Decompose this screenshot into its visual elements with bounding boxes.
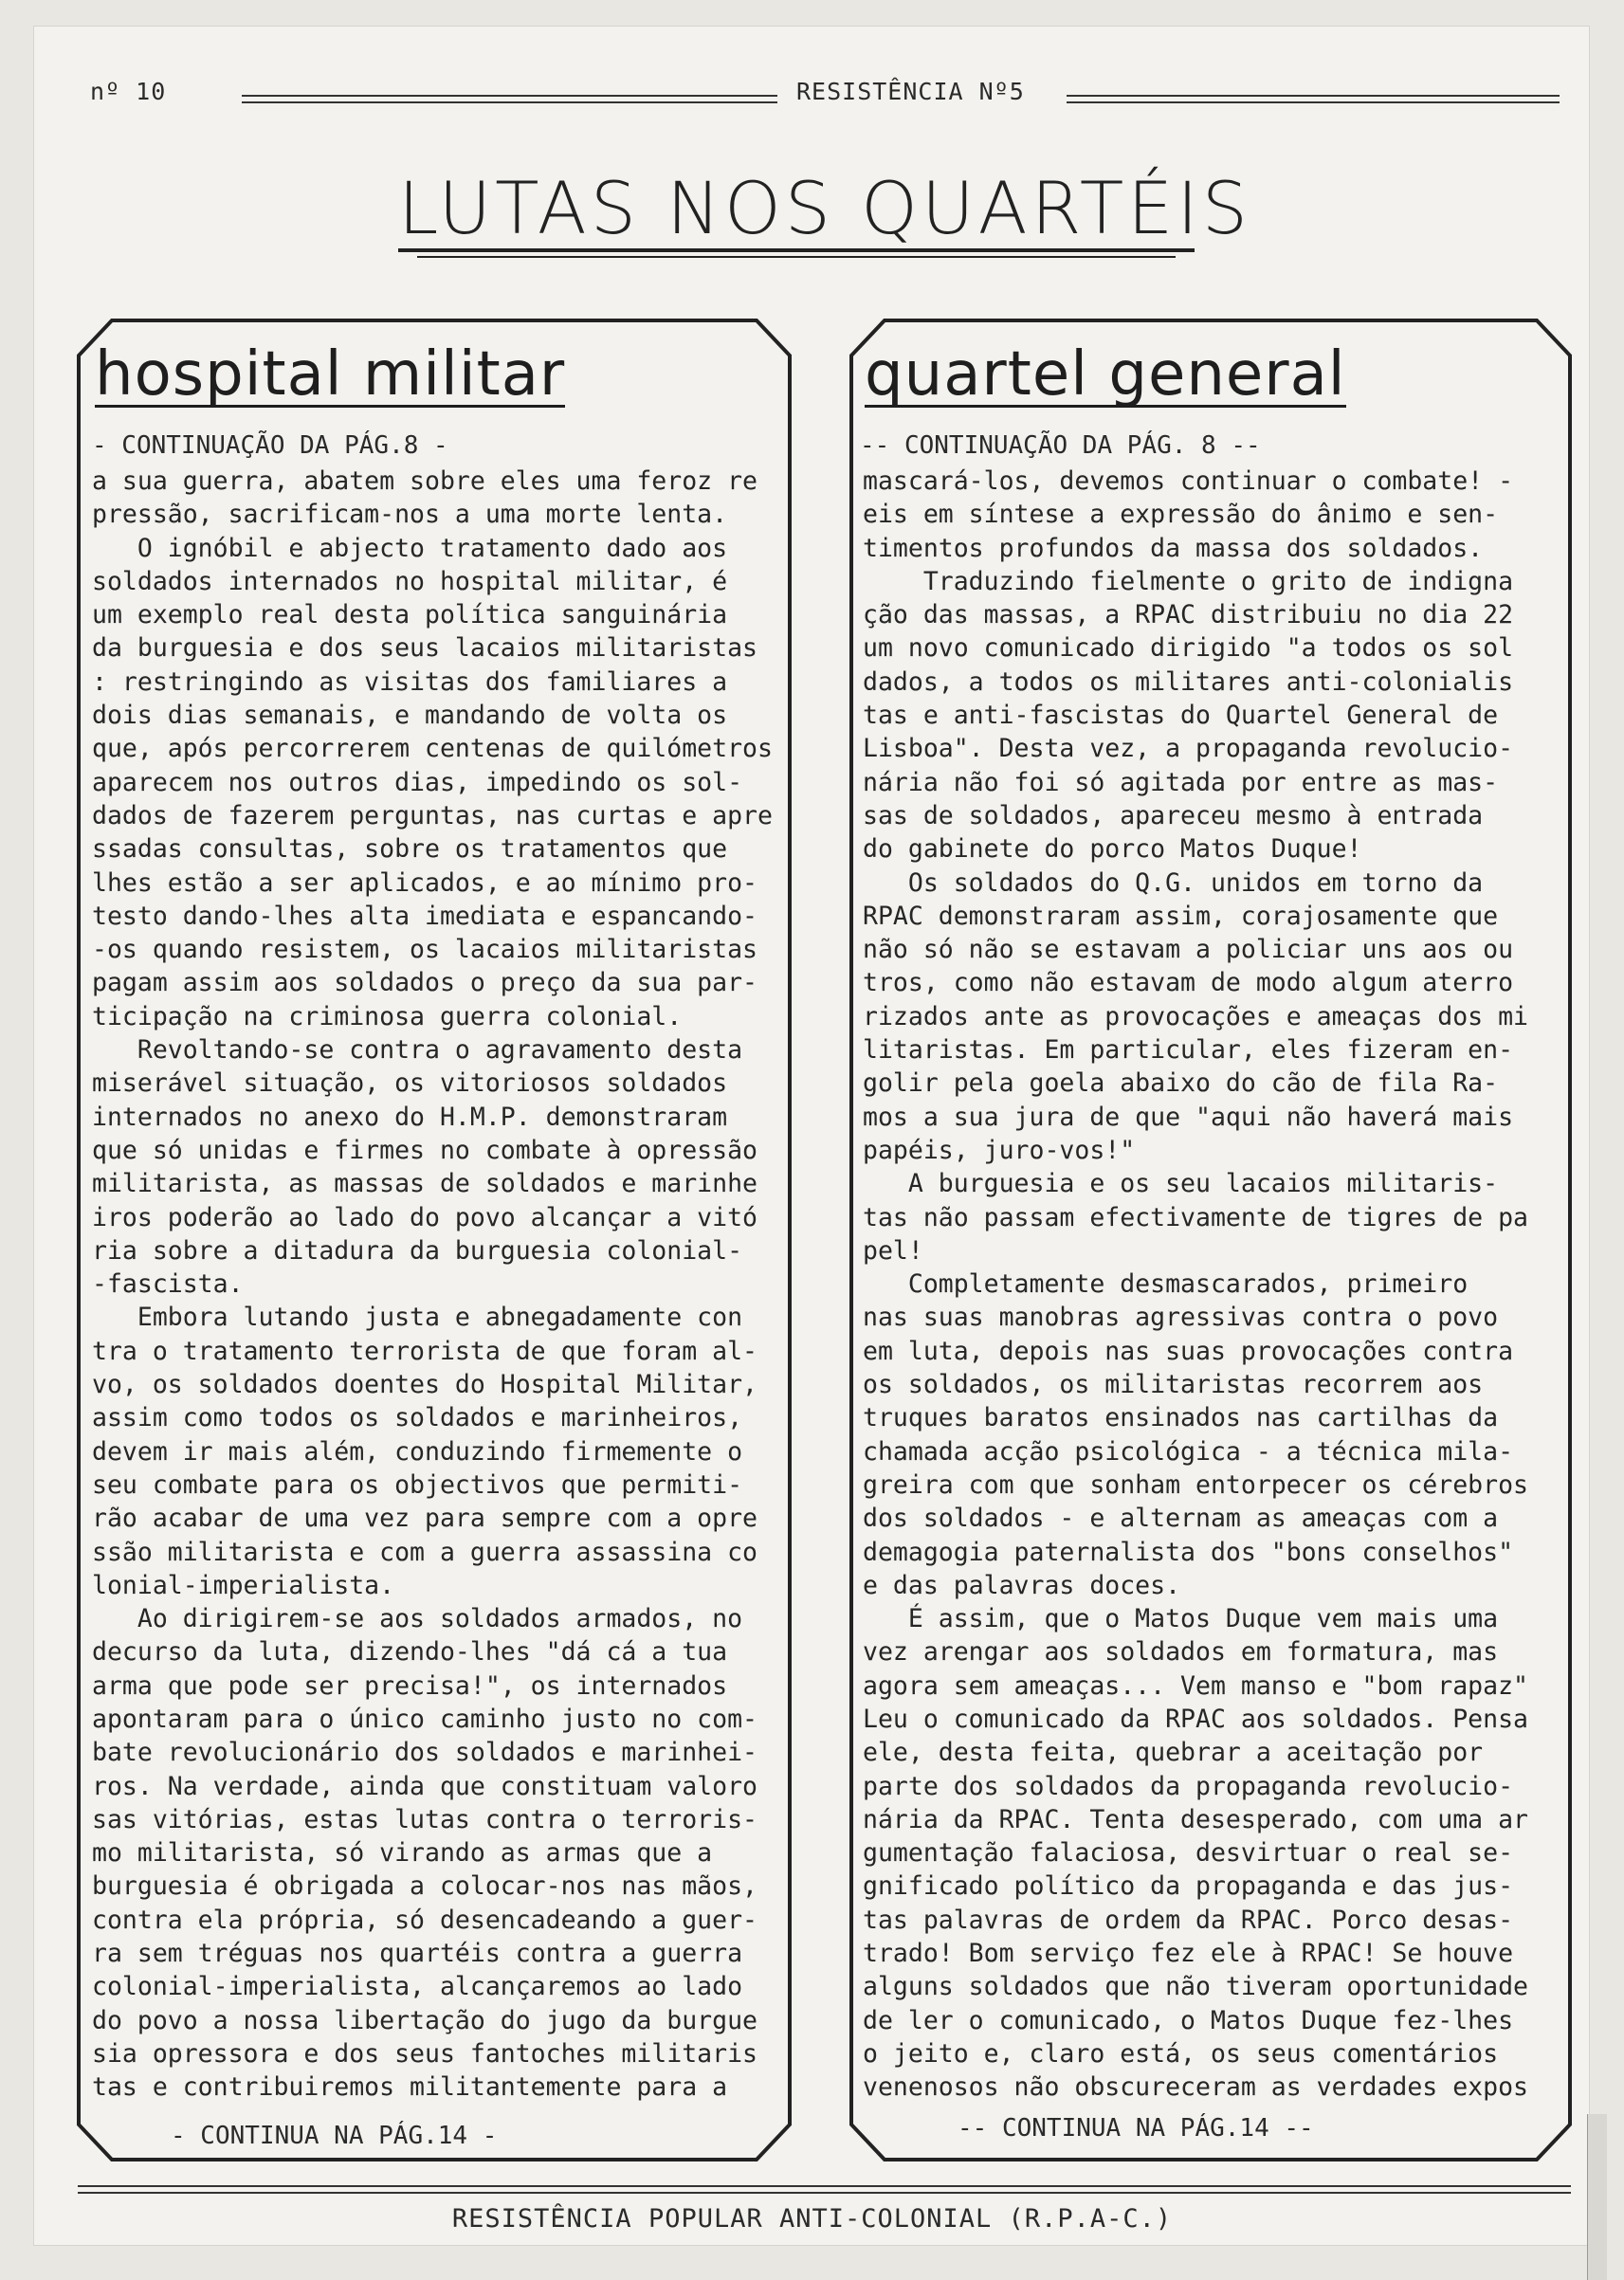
text-line: em luta, depois nas suas provocações contra [863,1336,1514,1366]
footer-rule-2 [78,2192,1571,2194]
text-line: mos a sua jura de que "aqui não haverá mais [863,1102,1514,1132]
title-underline-2 [417,256,1176,258]
text-line: arma que pode ser precisa!", os internados [92,1670,728,1701]
text-line: alguns soldados que não tiveram oportunidade [863,1972,1528,2002]
text-line: mascará-los, devemos continuar o combate! - [863,466,1514,496]
text-line: que, após percorrerem centenas de quilómetros [92,734,773,764]
left-section-title: hospital militar [95,339,566,410]
text-line: chamada acção psicológica - a técnica mila- [863,1436,1514,1467]
text-line: lhes estão a ser aplicados, e ao mínimo pro- [92,867,757,898]
text-line: ção das massas, a RPAC distribuiu no dia 22 [863,600,1514,630]
text-line: gumentação falaciosa, desvirtuar o real se- [863,1838,1514,1869]
text-line: ria sobre a ditadura da burguesia colonial- [92,1235,743,1266]
text-line: assim como todos os soldados e marinheiros, [92,1403,743,1433]
title-underline-1 [398,248,1195,252]
text-line: o jeito e, claro está, os seus comentários [863,2038,1499,2069]
text-line: ra sem tréguas nos quartéis contra a guerra [92,1939,743,1969]
text-line: Traduzindo fielmente o grito de indigna [863,566,1514,596]
text-line: do gabinete do porco Matos Duque! [863,834,1362,865]
text-line: tas e contribuiremos militantemente para a [92,2072,728,2103]
text-line: -os quando resistem, os lacaios militaristas [92,935,757,965]
text-line: burguesia é obrigada a colocar-nos nas mãos, [92,1871,757,1902]
text-line: O ignóbil e abjecto tratamento dado aos [92,533,728,563]
text-line: vo, os soldados doentes do Hospital Militar, [92,1370,757,1400]
text-line: tas e anti-fascistas do Quartel General de [863,701,1499,731]
text-line: de ler o comunicado, o Matos Duque fez-lhes [863,2005,1514,2035]
text-line: tros, como não estavam de modo algum aterro [863,968,1514,998]
text-line: testo dando-lhes alta imediata e espancando- [92,901,757,931]
text-line: Ao dirigirem-se aos soldados armados, no [92,1604,743,1634]
text-line: RPAC demonstraram assim, corajosamente que [863,901,1499,931]
text-line: litaristas. Em particular, eles fizeram en- [863,1035,1514,1066]
text-line: aparecem nos outros dias, impedindo os sol- [92,767,743,797]
text-line: greira com que sonham entorpecer os cérebros [863,1469,1528,1500]
text-line: Revoltando-se contra o agravamento desta [92,1035,743,1066]
text-line: tas não passam efectivamente de tigres de pa [863,1202,1528,1232]
header-rule-right [1067,95,1560,103]
text-line: rizados ante as provocações e ameaças dos mi [863,1001,1528,1031]
header-title: RESISTÊNCIA Nº5 [796,78,1025,105]
text-line: rão acabar de uma vez para sempre com a opre [92,1504,757,1534]
text-line: truques baratos ensinados nas cartilhas da [863,1403,1499,1433]
text-line: Embora lutando justa e abnegadamente con [92,1303,743,1333]
text-line: dois dias semanais, e mandando de volta os [92,701,728,731]
text-line: do povo a nossa libertação do jugo da burgue [92,2005,757,2035]
text-line: os soldados, os militaristas recorrem aos [863,1370,1484,1400]
text-line: miserável situação, os vitoriosos soldados [92,1068,728,1099]
text-line: pressão, sacrificam-nos a uma morte lenta. [92,500,728,530]
text-line: seu combate para os objectivos que permiti- [92,1469,743,1500]
text-line: ticipação na criminosa guerra colonial. [92,1001,683,1031]
scan-ruler [1587,2114,1607,2280]
text-line: papéis, juro-vos!" [863,1135,1136,1165]
text-line: um novo comunicado dirigido "a todos os sol [863,633,1514,664]
text-line: tra o tratamento terrorista de que foram al- [92,1336,757,1366]
left-continuation-from: - CONTINUAÇÃO DA PÁG.8 - [92,431,448,460]
text-line: iros poderão ao lado do povo alcançar a vitó [92,1202,757,1232]
text-line: Completamente desmascarados, primeiro [863,1269,1469,1300]
text-line: É assim, que o Matos Duque vem mais uma [863,1604,1499,1634]
text-line: dados, a todos os militares anti-colonialis [863,666,1514,697]
text-line: Leu o comunicado da RPAC aos soldados. Pensa [863,1704,1528,1734]
text-line: ssão militarista e com a guerra assassina co [92,1537,757,1567]
text-line: nária não foi só agitada por entre as mas- [863,767,1499,797]
right-continues-note: -- CONTINUA NA PÁG.14 -- [958,2114,1314,2143]
text-line: pel! [863,1235,923,1266]
text-line: sas vitórias, estas lutas contra o terroris- [92,1804,757,1834]
footer-rule-1 [78,2185,1571,2187]
text-line: militarista, as massas de soldados e marinhe [92,1169,757,1199]
left-body-text [92,465,773,2105]
right-section-title: quartel general [865,339,1346,410]
text-line: dados de fazerem perguntas, nas curtas e apre [92,800,773,830]
text-line: eis em síntese a expressão do ânimo e sen- [863,500,1499,530]
header-rule-left [242,95,777,103]
text-line: da burguesia e dos seus lacaios militaristas [92,633,757,664]
main-title: LUTAS NOS QUARTÉIS [398,166,1251,250]
text-line: devem ir mais além, conduzindo firmemente o [92,1436,743,1467]
footer-text: RESISTÊNCIA POPULAR ANTI-COLONIAL (R.P.A-C.) [451,2204,1173,2234]
left-continues-note: - CONTINUA NA PÁG.14 - [171,2122,498,2150]
text-line: demagogia paternalista dos "bons conselhos" [863,1537,1514,1567]
text-line: timentos profundos da massa dos soldados. [863,533,1484,563]
text-line: nas suas manobras agressivas contra o povo [863,1303,1499,1333]
text-line: dos soldados - e alternam as ameaças com a [863,1504,1499,1534]
text-line: apontaram para o único caminho justo no com- [92,1704,757,1734]
text-line: internados no anexo do H.M.P. demonstraram [92,1102,728,1132]
text-line: Os soldados do Q.G. unidos em torno da [863,867,1484,898]
text-line: decurso da luta, dizendo-lhes "dá cá a tua [92,1637,728,1668]
text-line: colonial-imperialista, alcançaremos ao lado [92,1972,743,2002]
page-number: nº 10 [90,78,167,105]
text-line: -fascista. [92,1269,244,1300]
text-line: tas palavras de ordem da RPAC. Porco desas- [863,1905,1514,1935]
right-body-text [863,465,1528,2105]
text-line: Lisboa". Desta vez, a propaganda revolucio- [863,734,1514,764]
text-line: A burguesia e os seu lacaios militaris- [863,1169,1499,1199]
text-line: pagam assim aos soldados o preço da sua par- [92,968,757,998]
text-line: a sua guerra, abatem sobre eles uma feroz re [92,466,757,496]
page-header [90,78,1574,116]
text-line: ros. Na verdade, ainda que constituam valoro [92,1771,757,1801]
text-line: contra ela própria, só desencadeando a guer- [92,1905,757,1935]
right-continuation-from: -- CONTINUAÇÃO DA PÁG. 8 -- [860,431,1261,460]
text-line: vez arengar aos soldados em formatura, mas [863,1637,1499,1668]
text-line: golir pela goela abaixo do cão de fila Ra- [863,1068,1499,1099]
text-line: trado! Bom serviço fez ele à RPAC! Se houve [863,1939,1514,1969]
text-line: e das palavras doces. [863,1570,1181,1600]
text-line: soldados internados no hospital militar, é [92,566,728,596]
text-line: parte dos soldados da propaganda revolucio- [863,1771,1514,1801]
text-line: que só unidas e firmes no combate à opressão [92,1135,757,1165]
text-line: nária da RPAC. Tenta desesperado, com uma ar [863,1804,1528,1834]
text-line: bate revolucionário dos soldados e marinhei- [92,1738,757,1768]
text-line: agora sem ameaças... Vem manso e "bom rapaz" [863,1670,1528,1701]
text-line: ele, desta feita, quebrar a aceitação por [863,1738,1484,1768]
text-line: sia opressora e dos seus fantoches militaris [92,2038,757,2069]
text-line: : restringindo as visitas dos familiares a [92,666,728,697]
text-line: mo militarista, só virando as armas que a [92,1838,713,1869]
text-line: gnificado político da propaganda e das jus- [863,1871,1514,1902]
text-line: sas de soldados, apareceu mesmo à entrada [863,800,1484,830]
text-line: não só não se estavam a policiar uns aos ou [863,935,1514,965]
text-line: um exemplo real desta política sanguinária [92,600,728,630]
text-line: venenosos não obscureceram as verdades expos [863,2072,1528,2103]
text-line: lonial-imperialista. [92,1570,395,1600]
text-line: ssadas consultas, sobre os tratamentos que [92,834,728,865]
